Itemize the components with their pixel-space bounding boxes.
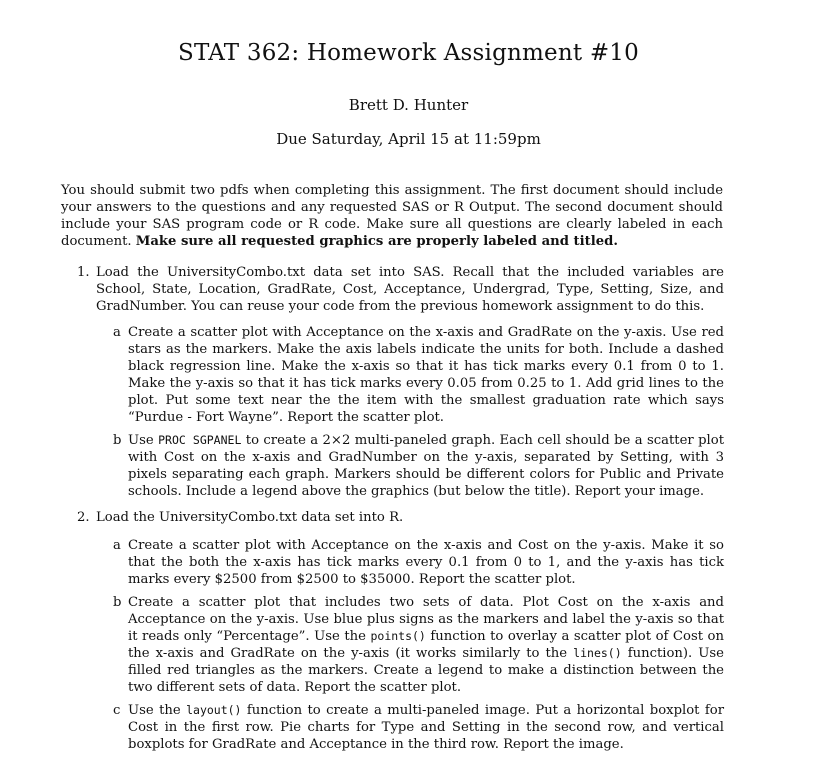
part-text: Create a scatter plot with Acceptance on the x-axis and GradRate on the y-axis. Use red stars as the markers. Make the axis labels indicate the units for both. Include a dashed black regression line. Make the x-axis so that it has tick marks every 0.1 from 0 to 1. Make the y-axis so that it has tick marks every 0.05 from 0.25 to 1. Add grid lines to the plot. Put some text near the the item with the smallest graduation rate which says “Purdue - Fort Wayne”. Report the scatter plot.: [128, 325, 724, 425]
page-title: STAT 362: Homework Assignment #10: [178, 40, 639, 66]
part-text: [128, 594, 724, 696]
question-number: 1.: [77, 265, 90, 280]
question-text: Load the UniversityCombo.txt data set into SAS. Recall that the included variables are School, State, Location, GradRate, Cost, Acceptance, Undergrad, Type, Setting, Size, and GradNumber. You can reuse your code from the previous homework assignment to do this.: [96, 265, 724, 314]
part-text: [128, 702, 724, 753]
question-text: Load the UniversityCombo.txt data set into R.: [96, 510, 404, 525]
code-layout: layout(): [186, 703, 242, 717]
question-1a: [0, 324, 817, 426]
code-lines: lines(): [573, 646, 622, 660]
question-2: [0, 509, 817, 753]
intro-paragraph: [61, 182, 723, 250]
code-proc-sgpanel: PROC SGPANEL: [158, 433, 242, 447]
question-number: 2.: [77, 510, 90, 525]
part-letter: a: [113, 538, 121, 553]
question-2b: [0, 594, 817, 696]
question-1: [0, 264, 817, 500]
intro-text: You should submit two pdfs when completing this assignment. The first document should include your answers to the questions and any requested SAS or R Output. The second document should include your SAS program code or R code. Make sure all questions are clearly labeled in each document.: [61, 183, 723, 249]
question-2c: [0, 702, 817, 753]
part-text-post: function to create a multi-paneled image. Put a horizontal boxplot for Cost in the first row. Pie charts for Type and Setting in the second row, and vertical boxplots for GradRate and Acceptance in the third row. Report the image.: [128, 703, 724, 752]
part-text-post: function). Use filled red triangles as the markers. Create a legend to make a distinction between the two different sets of data. Report the scatter plot.: [128, 646, 724, 695]
part-text-pre: Use: [128, 433, 159, 448]
question-list: [0, 264, 817, 753]
author-name: Brett D. Hunter: [348, 96, 469, 114]
due-date: Due Saturday, April 15 at 11:59pm: [276, 130, 541, 148]
part-letter: a: [113, 325, 121, 340]
part-text-pre: Use the: [128, 703, 187, 718]
code-points: points(): [370, 629, 426, 643]
part-letter: b: [113, 595, 122, 610]
part-text: Create a scatter plot with Acceptance on the x-axis and Cost on the y-axis. Make it so that the both the x-axis has tick marks every 0.1 from 0 to 1, and the y-axis has tick marks every $2500 from $2500 to $35000. Report the scatter plot.: [128, 538, 724, 587]
part-text-pre: Create a scatter plot that includes two sets of data. Plot Cost on the x-axis and Acceptance on the y-axis. Use blue plus signs as the markers and label the y-axis so that it reads only “Percentage”. Use the: [128, 595, 724, 644]
question-2a: [0, 537, 817, 588]
part-text-post: to create a 2×2 multi-paneled graph. Each cell should be a scatter plot with Cost on the x-axis and GradNumber on the y-axis, separated by Setting, with 3 pixels separating each graph. Markers should be different colors for Public and Private schools. Include a legend above the graphics (but below the title). Report your image.: [128, 433, 724, 499]
part-letter: c: [113, 703, 121, 718]
part-text-mid: function to overlay a scatter plot of Cost on the x-axis and GradRate on the y-axis (it works similarly to the: [128, 629, 724, 661]
question-1b: [0, 432, 817, 500]
intro-bold-text: Make sure all requested graphics are properly labeled and titled.: [135, 234, 618, 249]
part-letter: b: [113, 433, 122, 448]
part-text: [128, 432, 724, 500]
